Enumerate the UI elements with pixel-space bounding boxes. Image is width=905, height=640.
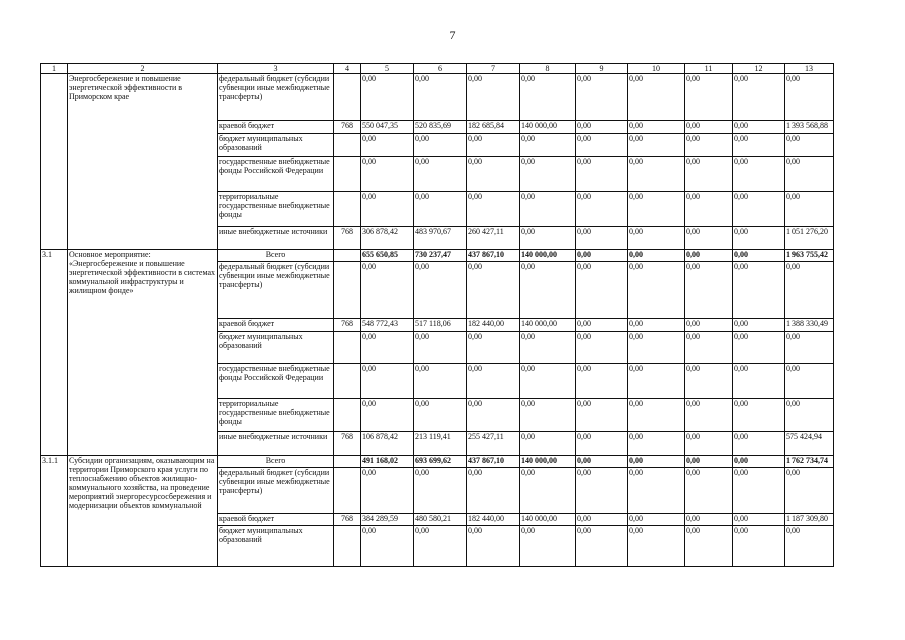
- total-value: 1 393 568,88: [785, 121, 834, 134]
- budget-table-body: [41, 64, 834, 567]
- measure-name: Энергосбережение и повышение энергетической эффективности в Приморском крае: [68, 74, 218, 250]
- amount-value: 0,00: [733, 134, 785, 157]
- total-value: 0,00: [785, 364, 834, 399]
- funding-source: краевой бюджет: [218, 121, 334, 134]
- budget-code: [334, 332, 361, 364]
- funding-source: федеральный бюджет (субсидии субвенции иные межбюджетные трансферты): [218, 262, 334, 319]
- amount-value: 0,00: [576, 399, 628, 432]
- amount-value: 0,00: [685, 319, 733, 332]
- amount-value: 0,00: [361, 468, 414, 514]
- amount-value: 0,00: [733, 526, 785, 567]
- amount-value: 306 878,42: [361, 227, 414, 250]
- funding-source: Всего: [218, 456, 334, 468]
- amount-value: 0,00: [414, 526, 467, 567]
- amount-value: 0,00: [576, 250, 628, 262]
- budget-code: 768: [334, 514, 361, 526]
- column-header: 6: [414, 64, 467, 74]
- column-header: 13: [785, 64, 834, 74]
- table-row: [41, 74, 834, 121]
- amount-value: 0,00: [733, 514, 785, 526]
- amount-value: 0,00: [576, 514, 628, 526]
- total-value: 0,00: [785, 399, 834, 432]
- total-value: 1 963 755,42: [785, 250, 834, 262]
- amount-value: 0,00: [733, 157, 785, 192]
- amount-value: 0,00: [361, 364, 414, 399]
- amount-value: 0,00: [467, 332, 520, 364]
- amount-value: 0,00: [733, 468, 785, 514]
- amount-value: 0,00: [576, 262, 628, 319]
- amount-value: 0,00: [628, 364, 685, 399]
- amount-value: 0,00: [733, 121, 785, 134]
- amount-value: 517 118,06: [414, 319, 467, 332]
- funding-source: территориальные государственные внебюджетные фонды: [218, 192, 334, 227]
- amount-value: 548 772,43: [361, 319, 414, 332]
- amount-value: 384 289,59: [361, 514, 414, 526]
- amount-value: 0,00: [733, 227, 785, 250]
- total-value: 0,00: [785, 192, 834, 227]
- amount-value: 0,00: [467, 134, 520, 157]
- amount-value: 0,00: [628, 262, 685, 319]
- amount-value: 0,00: [467, 468, 520, 514]
- measure-name: Основное мероприятие: «Энергосбережение и повышение энергетической эффективности в системах коммунальной инфраструктуры и жилищном фонде»: [68, 250, 218, 456]
- column-header-row: [41, 64, 834, 74]
- amount-value: 0,00: [628, 468, 685, 514]
- amount-value: 0,00: [520, 157, 576, 192]
- amount-value: 0,00: [520, 262, 576, 319]
- amount-value: 0,00: [576, 134, 628, 157]
- amount-value: 182 440,00: [467, 319, 520, 332]
- funding-source: бюджет муниципальных образований: [218, 526, 334, 567]
- amount-value: 0,00: [520, 227, 576, 250]
- amount-value: 520 835,69: [414, 121, 467, 134]
- amount-value: 0,00: [576, 227, 628, 250]
- amount-value: 0,00: [628, 526, 685, 567]
- amount-value: 0,00: [414, 332, 467, 364]
- funding-source: федеральный бюджет (субсидии субвенции иные межбюджетные трансферты): [218, 74, 334, 121]
- amount-value: 0,00: [361, 134, 414, 157]
- amount-value: 0,00: [414, 262, 467, 319]
- amount-value: 437 867,10: [467, 456, 520, 468]
- amount-value: 0,00: [467, 74, 520, 121]
- amount-value: 0,00: [733, 364, 785, 399]
- amount-value: 0,00: [685, 74, 733, 121]
- amount-value: 0,00: [685, 134, 733, 157]
- amount-value: 0,00: [628, 250, 685, 262]
- amount-value: 0,00: [685, 526, 733, 567]
- amount-value: 182 440,00: [467, 514, 520, 526]
- amount-value: 0,00: [520, 399, 576, 432]
- funding-source: краевой бюджет: [218, 514, 334, 526]
- budget-code: 768: [334, 432, 361, 456]
- amount-value: 0,00: [685, 192, 733, 227]
- amount-value: 0,00: [520, 468, 576, 514]
- amount-value: 655 650,85: [361, 250, 414, 262]
- amount-value: 0,00: [520, 332, 576, 364]
- amount-value: 0,00: [467, 399, 520, 432]
- amount-value: 0,00: [733, 74, 785, 121]
- amount-value: 0,00: [467, 157, 520, 192]
- budget-code: 768: [334, 319, 361, 332]
- amount-value: 0,00: [361, 262, 414, 319]
- amount-value: 0,00: [414, 468, 467, 514]
- amount-value: 182 685,84: [467, 121, 520, 134]
- amount-value: 0,00: [361, 192, 414, 227]
- funding-source: бюджет муниципальных образований: [218, 332, 334, 364]
- amount-value: 0,00: [685, 399, 733, 432]
- budget-code: [334, 157, 361, 192]
- funding-source: иные внебюджетные источники: [218, 227, 334, 250]
- column-header: 5: [361, 64, 414, 74]
- budget-code: [334, 134, 361, 157]
- total-value: 575 424,94: [785, 432, 834, 456]
- column-header: 9: [576, 64, 628, 74]
- amount-value: 140 000,00: [520, 456, 576, 468]
- amount-value: 0,00: [520, 74, 576, 121]
- amount-value: 0,00: [414, 157, 467, 192]
- table-row: [41, 250, 834, 262]
- amount-value: 0,00: [628, 134, 685, 157]
- budget-code: [334, 192, 361, 227]
- amount-value: 0,00: [576, 526, 628, 567]
- amount-value: 483 970,67: [414, 227, 467, 250]
- amount-value: 0,00: [467, 364, 520, 399]
- amount-value: 0,00: [628, 399, 685, 432]
- amount-value: 0,00: [361, 526, 414, 567]
- budget-code: 768: [334, 121, 361, 134]
- funding-source: территориальные государственные внебюджетные фонды: [218, 399, 334, 432]
- amount-value: 0,00: [733, 456, 785, 468]
- amount-value: 0,00: [733, 192, 785, 227]
- amount-value: 437 867,10: [467, 250, 520, 262]
- funding-source: бюджет муниципальных образований: [218, 134, 334, 157]
- column-header: 4: [334, 64, 361, 74]
- column-header: 1: [41, 64, 68, 74]
- amount-value: 140 000,00: [520, 250, 576, 262]
- item-number: [41, 74, 68, 250]
- amount-value: 0,00: [414, 134, 467, 157]
- amount-value: 140 000,00: [520, 514, 576, 526]
- amount-value: 0,00: [414, 192, 467, 227]
- amount-value: 0,00: [733, 262, 785, 319]
- amount-value: 0,00: [628, 514, 685, 526]
- total-value: 1 051 276,20: [785, 227, 834, 250]
- amount-value: 0,00: [576, 468, 628, 514]
- amount-value: 213 119,41: [414, 432, 467, 456]
- amount-value: 0,00: [733, 399, 785, 432]
- amount-value: 0,00: [576, 364, 628, 399]
- total-value: 0,00: [785, 262, 834, 319]
- amount-value: 0,00: [685, 157, 733, 192]
- budget-code: [334, 399, 361, 432]
- amount-value: 0,00: [685, 262, 733, 319]
- total-value: 1 388 330,49: [785, 319, 834, 332]
- amount-value: 0,00: [685, 514, 733, 526]
- page-number: 7: [449, 28, 456, 42]
- amount-value: 0,00: [685, 432, 733, 456]
- budget-code: [334, 74, 361, 121]
- amount-value: 0,00: [576, 74, 628, 121]
- column-header: 7: [467, 64, 520, 74]
- amount-value: 0,00: [733, 319, 785, 332]
- amount-value: 0,00: [520, 432, 576, 456]
- measure-name: Субсидии организациям, оказывающим на территории Приморского края услуги по теплоснабжению объектов жилищно-коммунального хозяйства, на проведение мероприятий энергоресурсосбережения и модернизации объектов коммунальной: [68, 456, 218, 567]
- funding-source: государственные внебюджетные фонды Российской Федерации: [218, 364, 334, 399]
- budget-code: [334, 526, 361, 567]
- amount-value: 550 047,35: [361, 121, 414, 134]
- table-row: [41, 456, 834, 468]
- funding-source: федеральный бюджет (субсидии субвенции иные межбюджетные трансферты): [218, 468, 334, 514]
- amount-value: 0,00: [733, 432, 785, 456]
- budget-table: [40, 63, 834, 567]
- amount-value: 140 000,00: [520, 121, 576, 134]
- amount-value: 0,00: [628, 432, 685, 456]
- amount-value: 0,00: [361, 74, 414, 121]
- column-header: 11: [685, 64, 733, 74]
- amount-value: 0,00: [520, 134, 576, 157]
- total-value: 0,00: [785, 74, 834, 121]
- column-header: 3: [218, 64, 334, 74]
- amount-value: 0,00: [685, 227, 733, 250]
- amount-value: 0,00: [628, 227, 685, 250]
- total-value: 1 187 309,80: [785, 514, 834, 526]
- amount-value: 255 427,11: [467, 432, 520, 456]
- amount-value: 693 699,62: [414, 456, 467, 468]
- amount-value: 0,00: [361, 332, 414, 364]
- amount-value: 260 427,11: [467, 227, 520, 250]
- budget-code: 768: [334, 227, 361, 250]
- amount-value: 0,00: [628, 121, 685, 134]
- column-header: 12: [733, 64, 785, 74]
- total-value: 0,00: [785, 332, 834, 364]
- amount-value: 0,00: [361, 157, 414, 192]
- amount-value: 480 580,21: [414, 514, 467, 526]
- amount-value: 0,00: [414, 364, 467, 399]
- total-value: 0,00: [785, 157, 834, 192]
- column-header: 8: [520, 64, 576, 74]
- funding-source: государственные внебюджетные фонды Российской Федерации: [218, 157, 334, 192]
- amount-value: 0,00: [576, 319, 628, 332]
- budget-code: [334, 456, 361, 468]
- amount-value: 0,00: [467, 192, 520, 227]
- funding-source: краевой бюджет: [218, 319, 334, 332]
- amount-value: 0,00: [628, 456, 685, 468]
- amount-value: 0,00: [520, 192, 576, 227]
- amount-value: 140 000,00: [520, 319, 576, 332]
- amount-value: 0,00: [361, 399, 414, 432]
- total-value: 0,00: [785, 134, 834, 157]
- amount-value: 0,00: [576, 192, 628, 227]
- amount-value: 0,00: [467, 526, 520, 567]
- amount-value: 491 168,02: [361, 456, 414, 468]
- total-value: 0,00: [785, 526, 834, 567]
- amount-value: 0,00: [733, 332, 785, 364]
- budget-code: [334, 364, 361, 399]
- amount-value: 0,00: [733, 250, 785, 262]
- amount-value: 0,00: [520, 364, 576, 399]
- amount-value: 0,00: [520, 526, 576, 567]
- amount-value: 106 878,42: [361, 432, 414, 456]
- amount-value: 0,00: [685, 121, 733, 134]
- budget-code: [334, 262, 361, 319]
- amount-value: 0,00: [685, 364, 733, 399]
- budget-code: [334, 468, 361, 514]
- amount-value: 0,00: [576, 157, 628, 192]
- amount-value: 0,00: [576, 456, 628, 468]
- amount-value: 0,00: [414, 74, 467, 121]
- item-number: 3.1: [41, 250, 68, 456]
- amount-value: 0,00: [685, 332, 733, 364]
- amount-value: 0,00: [414, 399, 467, 432]
- funding-source: иные внебюджетные источники: [218, 432, 334, 456]
- amount-value: 0,00: [628, 157, 685, 192]
- amount-value: 0,00: [467, 262, 520, 319]
- amount-value: 0,00: [685, 468, 733, 514]
- amount-value: 0,00: [628, 74, 685, 121]
- budget-code: [334, 250, 361, 262]
- amount-value: 0,00: [628, 332, 685, 364]
- total-value: 1 762 734,74: [785, 456, 834, 468]
- amount-value: 730 237,47: [414, 250, 467, 262]
- amount-value: 0,00: [685, 456, 733, 468]
- amount-value: 0,00: [628, 192, 685, 227]
- column-header: 2: [68, 64, 218, 74]
- total-value: 0,00: [785, 468, 834, 514]
- column-header: 10: [628, 64, 685, 74]
- item-number: 3.1.1: [41, 456, 68, 567]
- funding-source: Всего: [218, 250, 334, 262]
- amount-value: 0,00: [576, 432, 628, 456]
- amount-value: 0,00: [576, 332, 628, 364]
- amount-value: 0,00: [685, 250, 733, 262]
- amount-value: 0,00: [576, 121, 628, 134]
- amount-value: 0,00: [628, 319, 685, 332]
